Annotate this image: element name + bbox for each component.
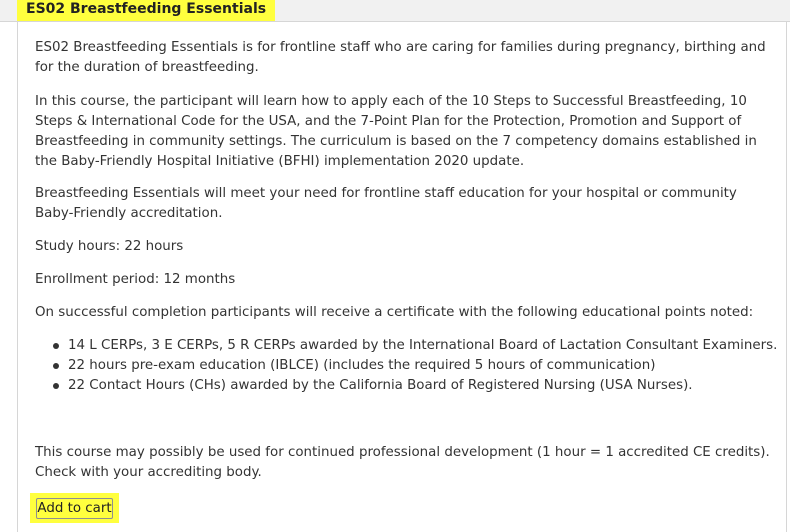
certificate-intro-text: On successful completion participants will receive a certificate with the following educational points noted: — [35, 305, 754, 320]
course-intro-paragraph: ES02 Breastfeeding Essentials is for frontline staff who are caring for families during pregnancy, birthing and for the duration of breastfeeding. — [35, 40, 766, 75]
course-learning-paragraph: In this course, the participant will learn how to apply each of the 10 Steps to Successful Breastfeeding, 10 Steps & International Code for the USA, and the 7-Point Plan for the Protection, Promotion and Support of Breastfeeding in community settings. The curriculum is based on the 7 competency domains established in the Baby-Friendly Hospital Initiative (BFHI) implementation 2020 update. — [35, 94, 757, 169]
enrollment-period-text: Enrollment period: 12 months — [35, 272, 236, 287]
educational-points-list — [35, 336, 777, 396]
list-item — [35, 336, 777, 356]
add-to-cart-button[interactable]: Add to cart — [36, 498, 113, 519]
bullet-icon — [53, 383, 59, 389]
bullet-icon — [53, 363, 59, 369]
list-item-text: 22 Contact Hours (CHs) awarded by the California Board of Registered Nursing (USA Nurses). — [68, 378, 693, 393]
add-to-cart-highlight — [30, 493, 119, 523]
bullet-icon — [53, 343, 59, 349]
study-hours-text: Study hours: 22 hours — [35, 239, 184, 254]
list-item-text: 14 L CERPs, 3 E CERPs, 5 R CERPs awarded by the International Board of Lactation Consultant Examiners. — [68, 338, 778, 353]
cpd-note-text: This course may possibly be used for continued professional development (1 hour = 1 accredited CE credits). Check with your accrediting body. — [35, 445, 770, 480]
list-item-text: 22 hours pre-exam education (IBLCE) (includes the required 5 hours of communication) — [68, 358, 656, 373]
course-accreditation-paragraph: Breastfeeding Essentials will meet your need for frontline staff education for your hospital or community Baby-Friendly accreditation. — [35, 186, 737, 221]
list-item — [35, 376, 777, 396]
list-item — [35, 356, 777, 376]
course-title-tab[interactable]: ES02 Breastfeeding Essentials — [17, 0, 275, 21]
